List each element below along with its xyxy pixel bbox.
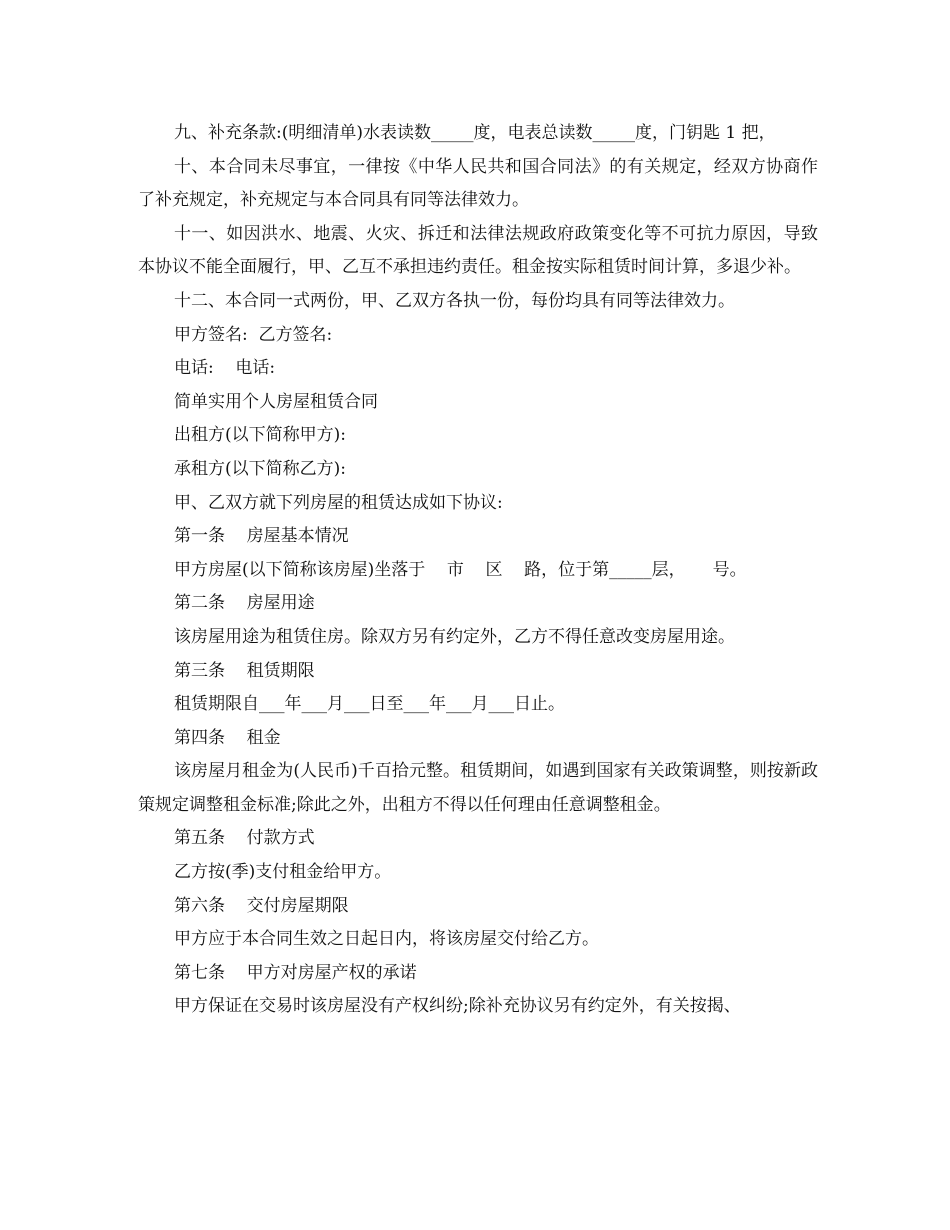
paragraph: 第五条 付款方式 xyxy=(174,828,315,849)
paragraph: 甲方保证在交易时该房屋没有产权纠纷;除补充协议另有约定外，有关按揭、 xyxy=(174,996,741,1017)
paragraph: 第二条 房屋用途 xyxy=(174,593,315,614)
paragraph: 甲、乙双方就下列房屋的租赁达成如下协议: xyxy=(174,492,503,513)
paragraph: 该房屋月租金为(人民币)千百拾元整。租赁期间，如遇到国家有关政策调整，则按新政策规定调整租金标准;除此之外，出租方不得以任何理由任意调整租金。 xyxy=(138,761,818,815)
paragraph: 甲方应于本合同生效之日起日内，将该房屋交付给乙方。 xyxy=(174,929,599,950)
paragraph: 第三条 租赁期限 xyxy=(174,660,315,681)
paragraph: 第四条 租金 xyxy=(174,727,281,748)
paragraph: 电话: 电话: xyxy=(174,358,276,379)
paragraph: 十、本合同未尽事宜，一律按《中华人民共和国合同法》的有关规定，经双方协商作了补充规定，补充规定与本合同具有同等法律效力。 xyxy=(138,156,818,211)
paragraph: 承租方(以下简称乙方): xyxy=(174,458,346,479)
paragraph: 第一条 房屋基本情况 xyxy=(174,526,349,547)
contract-text xyxy=(138,117,818,1024)
paragraph: 十二、本合同一式两份，甲、乙双方各执一份，每份均具有同等法律效力。 xyxy=(174,290,735,311)
paragraph: 租赁期限自___年___月___日至___年___月___日止。 xyxy=(174,694,565,715)
paragraph: 第六条 交付房屋期限 xyxy=(174,895,349,916)
paragraph: 九、补充条款:(明细清单)水表读数_____度，电表总读数_____度，门钥匙 1 把， xyxy=(174,123,776,143)
paragraph: 甲方签名: 乙方签名: xyxy=(174,324,333,345)
paragraph: 出租方(以下简称甲方): xyxy=(174,425,346,446)
paragraph: 乙方按(季)支付租金给甲方。 xyxy=(174,862,392,883)
paragraph: 甲方房屋(以下简称该房屋)坐落于 市 区 路，位于第_____层， 号。 xyxy=(174,559,747,580)
paragraph: 该房屋用途为租赁住房。除双方另有约定外，乙方不得任意改变房屋用途。 xyxy=(174,626,735,647)
paragraph: 简单实用个人房屋租赁合同 xyxy=(174,391,378,412)
paragraph: 第七条 甲方对房屋产权的承诺 xyxy=(174,962,417,983)
paragraph: 十一、如因洪水、地震、火灾、拆迁和法律法规政府政策变化等不可抗力原因，导致本协议不能全面履行，甲、乙互不承担违约责任。租金按实际租赁时间计算，多退少补。 xyxy=(138,223,818,278)
